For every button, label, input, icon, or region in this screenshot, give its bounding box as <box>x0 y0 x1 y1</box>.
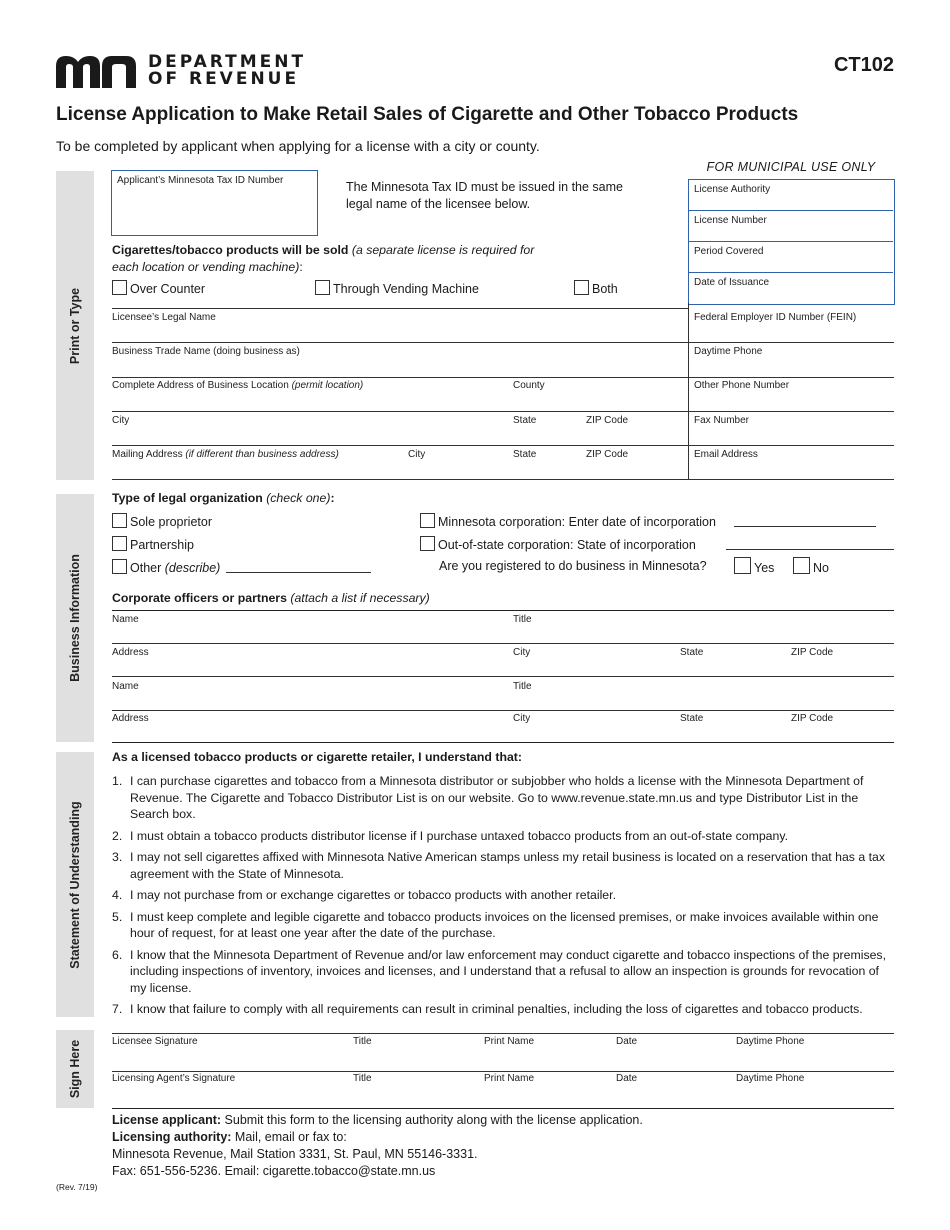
sidebar-business-information: Business Information <box>56 494 94 742</box>
organization-heading: Type of legal organization (check one): <box>112 491 335 505</box>
contact-info: Fax: 651-556-5236. Email: cigarette.tobacco@state.mn.us <box>112 1164 436 1178</box>
out-of-state-checkbox[interactable] <box>420 536 435 551</box>
statement-item: 7. I know that failure to comply with all requirements can result in criminal penalties, including the loss of cigarettes and tobacco products. <box>112 1002 863 1016</box>
department-logo <box>56 52 316 96</box>
statement-list <box>112 773 894 1023</box>
agent-phone-field[interactable]: Daytime Phone <box>736 1073 805 1084</box>
statement-item: 4. I may not purchase from or exchange cigarettes or tobacco products with another retailer. <box>112 888 616 902</box>
municipal-heading: FOR MUNICIPAL USE ONLY <box>706 160 876 174</box>
registered-question: Are you registered to do business in Minnesota? <box>439 559 707 573</box>
other-describe-line[interactable] <box>226 572 371 573</box>
incorporation-date-line[interactable] <box>734 526 876 527</box>
sales-heading: Cigarettes/tobacco products will be sold (a separate license is required for each location or vending machine): <box>112 243 535 274</box>
license-authority-field[interactable]: License Authority <box>694 184 771 195</box>
officer1-zip-field[interactable]: ZIP Code <box>791 647 834 658</box>
statement-item: 6. I know that the Minnesota Department of Revenue and/or law enforcement may conduct cigarette and tobacco inspections of the premises, including inspections of inventory, invoices and licenses, and I understand that a refusal to allow an inspection is grounds for revocation of my license. <box>112 947 886 995</box>
mailing-address: Minnesota Revenue, Mail Station 3331, St. Paul, MN 55146-3331. <box>112 1147 478 1161</box>
tax-id-note: The Minnesota Tax ID must be issued in the same legal name of the licensee below. <box>346 180 623 211</box>
other-phone-field[interactable]: Other Phone Number <box>694 380 790 391</box>
mailing-address-field[interactable]: Mailing Address (if different than business address) <box>112 449 339 460</box>
yes-checkbox[interactable] <box>734 557 751 574</box>
county-field[interactable]: County <box>513 380 545 391</box>
tax-id-field[interactable] <box>111 170 318 236</box>
city-field[interactable]: City <box>112 415 130 426</box>
business-address-field[interactable]: Complete Address of Business Location (permit location) <box>112 380 364 391</box>
licensee-title-field[interactable]: Title <box>353 1036 372 1047</box>
page-title: License Application to Make Retail Sales of Cigarette and Other Tobacco Products <box>56 104 799 125</box>
authority-instruction: Licensing authority: Mail, email or fax to: <box>112 1130 347 1144</box>
agent-signature-field[interactable]: Licensing Agent’s Signature <box>112 1073 236 1084</box>
officer2-state-field[interactable]: State <box>680 713 704 724</box>
zip-field[interactable]: ZIP Code <box>586 415 629 426</box>
daytime-phone-field[interactable]: Daytime Phone <box>694 346 763 357</box>
no-option[interactable]: No <box>793 557 829 575</box>
yes-option[interactable]: Yes <box>734 557 774 575</box>
agency-line2: OF REVENUE <box>148 69 300 89</box>
form-number: CT102 <box>833 54 894 76</box>
sole-proprietor-checkbox[interactable] <box>112 513 127 528</box>
sidebar-print-or-type: Print or Type <box>56 171 94 480</box>
license-number-field[interactable]: License Number <box>694 215 767 226</box>
over-counter-option[interactable]: Over Counter <box>112 280 205 296</box>
vending-checkbox[interactable] <box>315 280 330 295</box>
date-of-issuance-field[interactable]: Date of Issuance <box>694 277 770 288</box>
email-field[interactable]: Email Address <box>694 449 758 460</box>
sidebar-sign-here: Sign Here <box>56 1030 94 1108</box>
officer2-city-field[interactable]: City <box>513 713 531 724</box>
state-field[interactable]: State <box>513 415 537 426</box>
officer1-city-field[interactable]: City <box>513 647 531 658</box>
mailing-state-field[interactable]: State <box>513 449 537 460</box>
mn-logo-icon <box>56 56 136 88</box>
page-subtitle: To be completed by applicant when applying for a license with a city or county. <box>56 138 540 154</box>
statement-item: 1. I can purchase cigarettes and tobacco from a Minnesota distributor or subjobber who holds a license with the Minnesota Department of Revenue. The Cigarette and Tobacco Distributor List is on our website. Go to www.revenue.state.mn.us and type Distributor List in the Search box. <box>112 774 864 821</box>
agent-title-field[interactable]: Title <box>353 1073 372 1084</box>
applicant-instruction: License applicant: Submit this form to the licensing authority along with the license application. <box>112 1113 643 1127</box>
officers-heading: Corporate officers or partners (attach a list if necessary) <box>112 591 430 605</box>
statement-item: 5. I must keep complete and legible cigarette and tobacco products invoices on the licensed premises, or make invoices available within one hour of request, for at least one year after the date of the purchase. <box>112 909 879 940</box>
period-covered-field[interactable]: Period Covered <box>694 246 764 257</box>
statement-heading: As a licensed tobacco products or cigarette retailer, I understand that: <box>112 750 523 764</box>
other-checkbox[interactable] <box>112 559 127 574</box>
officer1-address-field[interactable]: Address <box>112 647 149 658</box>
statement-item: 3. I may not sell cigarettes affixed with Minnesota Native American stamps unless my retail business is located on a reservation that has a tax agreement with the State of Minnesota. <box>112 850 886 881</box>
licensee-phone-field[interactable]: Daytime Phone <box>736 1036 805 1047</box>
legal-name-field[interactable]: Licensee’s Legal Name <box>112 312 216 323</box>
out-of-state-option[interactable]: Out-of-state corporation: State of incorporation <box>420 536 696 552</box>
sole-proprietor-option[interactable]: Sole proprietor <box>112 513 212 529</box>
tax-id-label: Applicant’s Minnesota Tax ID Number <box>117 175 284 186</box>
vending-option[interactable]: Through Vending Machine <box>315 280 479 296</box>
mn-corporation-option[interactable]: Minnesota corporation: Enter date of incorporation <box>420 513 716 529</box>
licensee-date-field[interactable]: Date <box>616 1036 638 1047</box>
trade-name-field[interactable]: Business Trade Name (doing business as) <box>112 346 300 357</box>
officer1-name-field[interactable]: Name <box>112 614 139 625</box>
officer1-title-field[interactable]: Title <box>513 614 532 625</box>
officer2-address-field[interactable]: Address <box>112 713 149 724</box>
agency-line1: DEPARTMENT <box>148 52 307 72</box>
officer1-state-field[interactable]: State <box>680 647 704 658</box>
partnership-option[interactable]: Partnership <box>112 536 194 552</box>
officer2-name-field[interactable]: Name <box>112 681 139 692</box>
officer2-zip-field[interactable]: ZIP Code <box>791 713 834 724</box>
both-option[interactable]: Both <box>574 280 618 296</box>
footer-instructions <box>112 1112 643 1180</box>
licensee-print-name-field[interactable]: Print Name <box>484 1036 535 1047</box>
no-checkbox[interactable] <box>793 557 810 574</box>
mn-corporation-checkbox[interactable] <box>420 513 435 528</box>
other-option[interactable]: Other (describe) <box>112 559 220 575</box>
statement-item: 2. I must obtain a tobacco products distributor license if I purchase untaxed tobacco products from an out-of-state company. <box>112 828 789 843</box>
agent-print-name-field[interactable]: Print Name <box>484 1073 535 1084</box>
over-counter-checkbox[interactable] <box>112 280 127 295</box>
both-checkbox[interactable] <box>574 280 589 295</box>
fax-field[interactable]: Fax Number <box>694 415 750 426</box>
partnership-checkbox[interactable] <box>112 536 127 551</box>
licensee-signature-field[interactable]: Licensee Signature <box>112 1036 198 1047</box>
agent-date-field[interactable]: Date <box>616 1073 638 1084</box>
revision-date: (Rev. 7/19) <box>56 1182 98 1192</box>
mailing-city-field[interactable]: City <box>408 449 426 460</box>
sidebar-statement: Statement of Understanding <box>56 752 94 1017</box>
incorporation-state-line[interactable] <box>726 549 894 550</box>
fein-field[interactable]: Federal Employer ID Number (FEIN) <box>694 312 857 323</box>
officer2-title-field[interactable]: Title <box>513 681 532 692</box>
mailing-zip-field[interactable]: ZIP Code <box>586 449 629 460</box>
